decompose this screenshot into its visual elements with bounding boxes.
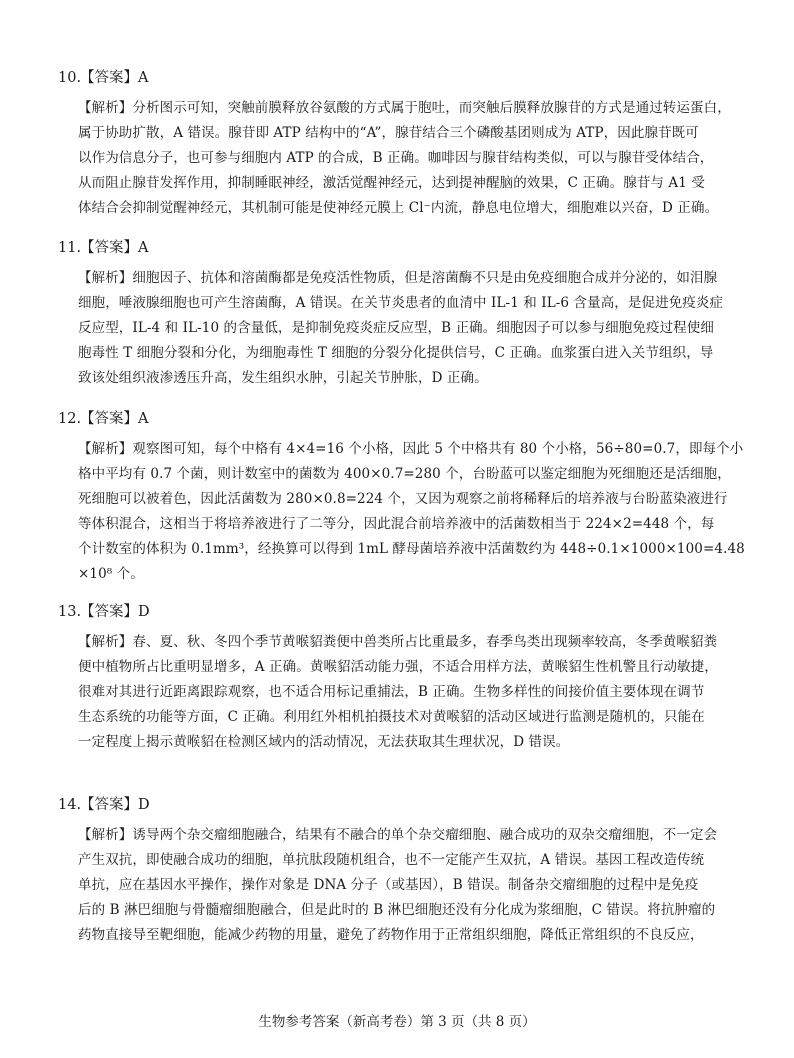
analysis-line: 等体积混合，这相当于将培养液进行了二等分，因此混合前培养液中的活菌数相当于 224×2=448 个，每 [78, 516, 715, 532]
analysis-line: 【解析】诱导两个杂交瘤细胞融合，结果有不融合的单个杂交瘤细胞、融合成功的双杂交瘤细胞，不一定会 [78, 827, 718, 843]
analysis-line: 从而阻止腺苷发挥作用，抑制睡眠神经，激活觉醒神经元，达到提神醒脑的效果，C 正确。腺苷与 A1 受 [78, 175, 705, 191]
question-header [58, 602, 150, 622]
question-header [58, 238, 148, 258]
analysis-line: 格中平均有 0.7 个菌，则计数室中的菌数为 400×0.7=280 个，台盼蓝可以鉴定细胞为死细胞还是活细胞， [78, 466, 731, 482]
analysis-line: 个计数室的体积为 0.1mm³，经换算可以得到 1mL 酵母菌培养液中活菌数约为 448÷0.1×1000×100=4.48 [78, 541, 745, 557]
analysis-line: 单抗，应在基因水平操作，操作对象是 DNA 分子（或基因），B 错误。制备杂交瘤细胞的过程中是免疫 [78, 877, 699, 893]
analysis-line: 反应型，IL-4 和 IL-10 的含量低，是抑制免疫炎症反应型，B 正确。细胞因子可以参与细胞免疫过程使细 [78, 320, 714, 336]
question-number: 12. [58, 411, 82, 427]
question-header [58, 795, 150, 815]
analysis-line: 死细胞可以被着色，因此活菌数为 280×0.8=224 个，又因为观察之前将稀释后的培养液与台盼蓝染液进行 [78, 491, 728, 507]
analysis-line: 细胞，唾液腺细胞也可产生溶菌酶，A 错误。在关节炎患者的血清中 IL-1 和 IL-6 含量高，是促进免疫炎症 [78, 295, 724, 311]
question-number: 13. [58, 604, 82, 620]
answer-label: 【答案】D [80, 604, 150, 620]
analysis-line: 后的 B 淋巴细胞与骨髓瘤细胞融合，但是此时的 B 淋巴细胞还没有分化成为浆细胞，C 错误。将抗肿瘤的 [78, 902, 716, 918]
analysis-line: 生态系统的功能等方面，C 正确。利用红外相机拍摄技术对黄喉貂的活动区域进行监测是随机的，只能在 [78, 709, 705, 725]
analysis-line: 体结合会抑制觉醒神经元，其机制可能是使神经元膜上 Cl⁻内流，静息电位增大，细胞难以兴奋，D 正确。 [78, 200, 719, 216]
analysis-line: ×10⁸ 个。 [78, 566, 144, 582]
question-number: 11. [58, 240, 82, 256]
analysis-line: 一定程度上揭示黄喉貂在检测区域内的活动情况，无法获取其生理状况，D 错误。 [78, 734, 570, 750]
answer-label: 【答案】A [80, 70, 149, 86]
analysis-line: 【解析】观察图可知，每个中格有 4×4=16 个小格，因此 5 个中格共有 80 个小格，56÷80=0.7，即每个小 [78, 441, 744, 457]
analysis-line: 胞毒性 T 细胞分裂和分化，为细胞毒性 T 细胞的分裂分化提供信号，C 正确。血浆蛋白进入关节组织，导 [78, 345, 714, 361]
analysis-line: 属于协助扩散，A 错误。腺苷即 ATP 结构中的“A”，腺苷结合三个磷酸基团则成为 ATP，因此腺苷既可 [78, 125, 699, 141]
answer-label: 【答案】A [80, 411, 149, 427]
analysis-line: 很难对其进行近距离跟踪观察，也不适合用标记重捕法，B 正确。生物多样性的间接价值主要体现在调节 [78, 684, 705, 700]
analysis-line: 【解析】分析图示可知，突触前膜释放谷氨酸的方式属于胞吐，而突触后膜释放腺苷的方式是通过转运蛋白， [78, 100, 731, 116]
analysis-line: 药物直接导至靶细胞，能减少药物的用量，避免了药物作用于正常组织细胞，降低正常组织的不良反应， [78, 927, 704, 943]
answer-label: 【答案】D [80, 797, 150, 813]
analysis-line: 【解析】细胞因子、抗体和溶菌酶都是免疫活性物质，但是溶菌酶不只是由免疫细胞合成并分泌的，如泪腺 [78, 270, 718, 286]
question-number: 14. [58, 797, 82, 813]
analysis-line: 【解析】春、夏、秋、冬四个季节黄喉貂粪便中兽类所占比重最多，春季鸟类出现频率较高，冬季黄喉貂粪 [78, 634, 718, 650]
page-footer: 生物参考答案（新高考卷）第 3 页（共 8 页） [258, 1014, 536, 1030]
question-header [58, 68, 148, 88]
answer-label: 【答案】A [80, 240, 149, 256]
analysis-line: 产生双抗，即使融合成功的细胞，单抗肽段随机组合，也不一定能产生双抗，A 错误。基因工程改造传统 [78, 852, 705, 868]
analysis-line: 便中植物所占比重明显增多，A 正确。黄喉貂活动能力强，不适合用样方法，黄喉貂生性机警且行动敏捷， [78, 659, 718, 675]
analysis-line: 以作为信息分子，也可参与细胞内 ATP 的合成，B 正确。咖啡因与腺苷结构类似，可以与腺苷受体结合， [78, 150, 714, 166]
analysis-line: 致该处组织液渗透压升高，发生组织水肿，引起关节肿胀，D 正确。 [78, 370, 488, 386]
question-number: 10. [58, 70, 82, 86]
question-header [58, 409, 148, 429]
